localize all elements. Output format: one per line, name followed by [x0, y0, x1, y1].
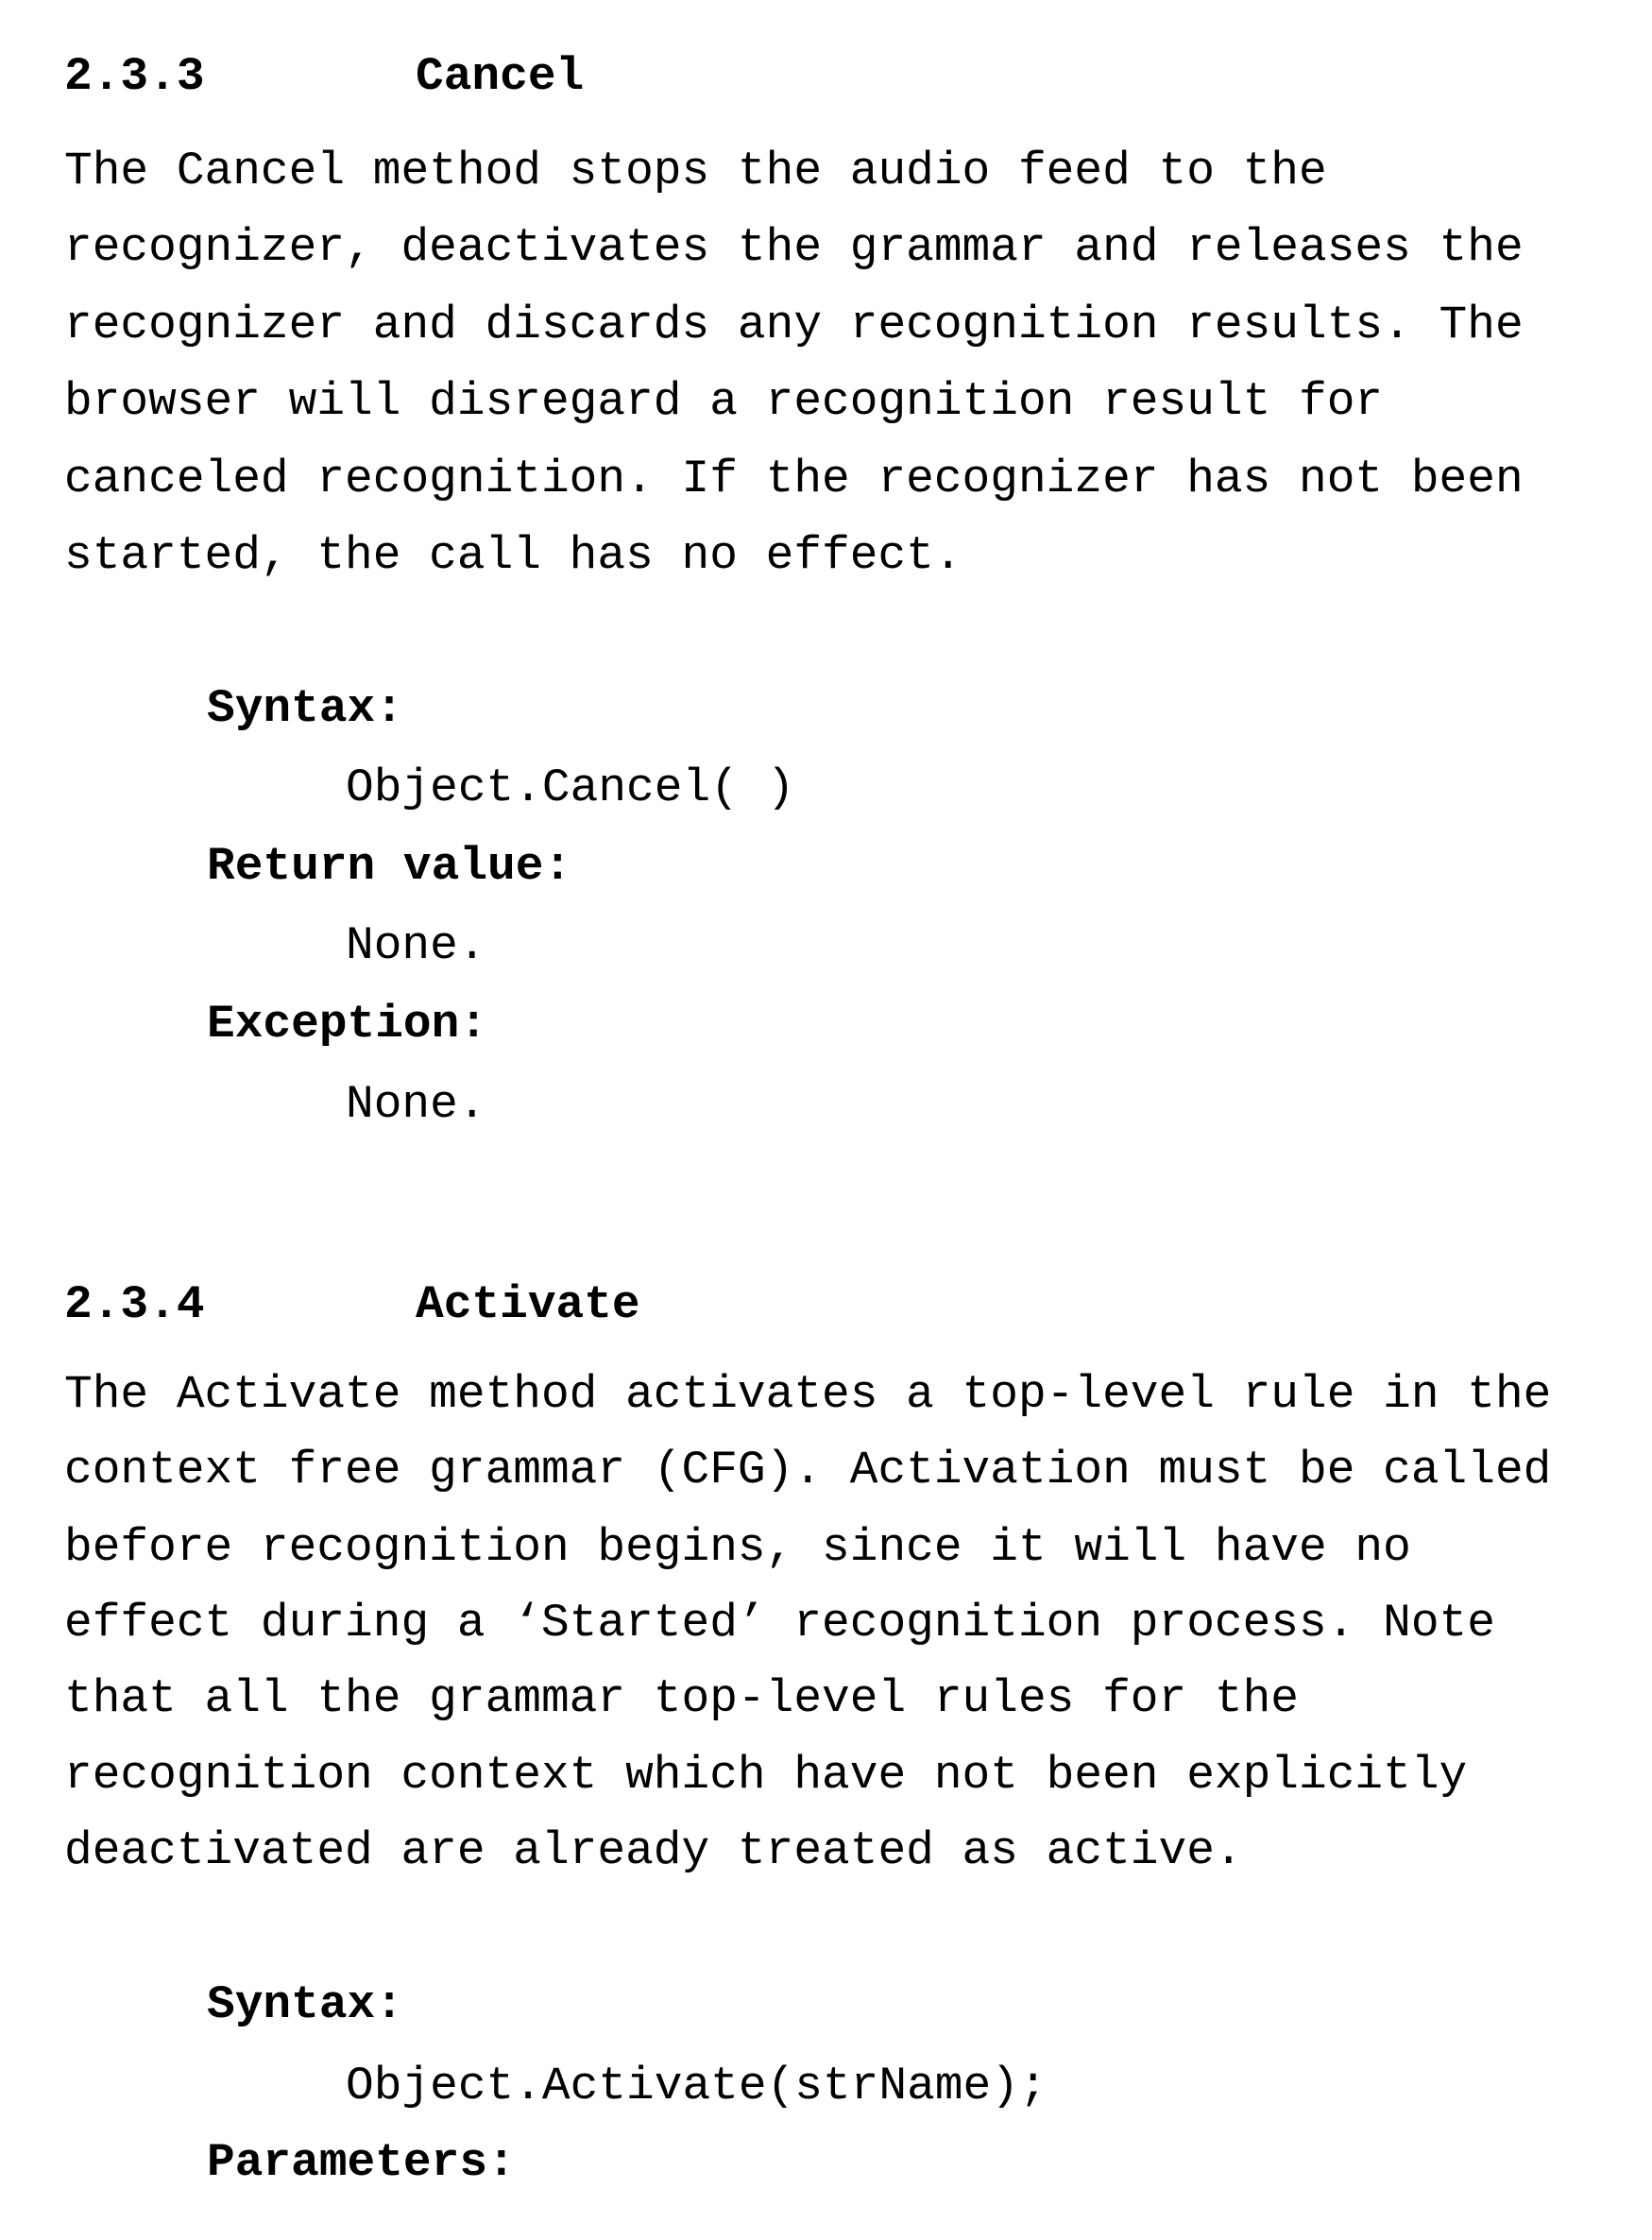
parameters-label: Parameters:: [207, 2136, 516, 2189]
syntax-code: Object.Activate(strName);: [346, 2060, 1047, 2112]
paragraph-line: recognizer and discards any recognition results. The: [64, 299, 1524, 351]
section-title: Activate: [416, 1278, 640, 1331]
syntax-code: Object.Cancel( ): [346, 761, 795, 814]
return-value-label: Return value:: [207, 840, 572, 893]
section-title: Cancel: [416, 50, 585, 103]
paragraph-line: The Activate method activates a top-level rule in the: [64, 1368, 1552, 1421]
paragraph-line: browser will disregard a recognition result for: [64, 375, 1384, 428]
paragraph-line: started, the call has no effect.: [64, 529, 962, 582]
exception-value: None.: [346, 1078, 486, 1131]
paragraph-line: canceled recognition. If the recognizer has not been: [64, 453, 1524, 505]
paragraph-line: context free grammar (CFG). Activation must be called: [64, 1444, 1552, 1496]
syntax-label: Syntax:: [207, 682, 403, 735]
syntax-label: Syntax:: [207, 1978, 403, 2031]
exception-label: Exception:: [207, 998, 488, 1051]
paragraph-line: recognizer, deactivates the grammar and releases the: [64, 221, 1524, 274]
paragraph-line: recognition context which have not been explicitly: [64, 1749, 1468, 1802]
paragraph-line: effect during a ‘Started’ recognition process. Note: [64, 1597, 1495, 1650]
section-number: 2.3.4: [64, 1278, 205, 1331]
paragraph-line: The Cancel method stops the audio feed to the: [64, 145, 1327, 197]
paragraph-line: that all the grammar top-level rules for the: [64, 1672, 1300, 1725]
paragraph-line: deactivated are already treated as active.: [64, 1824, 1243, 1877]
return-value: None.: [346, 919, 486, 972]
section-number: 2.3.3: [64, 50, 205, 103]
paragraph-line: before recognition begins, since it will have no: [64, 1521, 1411, 1574]
